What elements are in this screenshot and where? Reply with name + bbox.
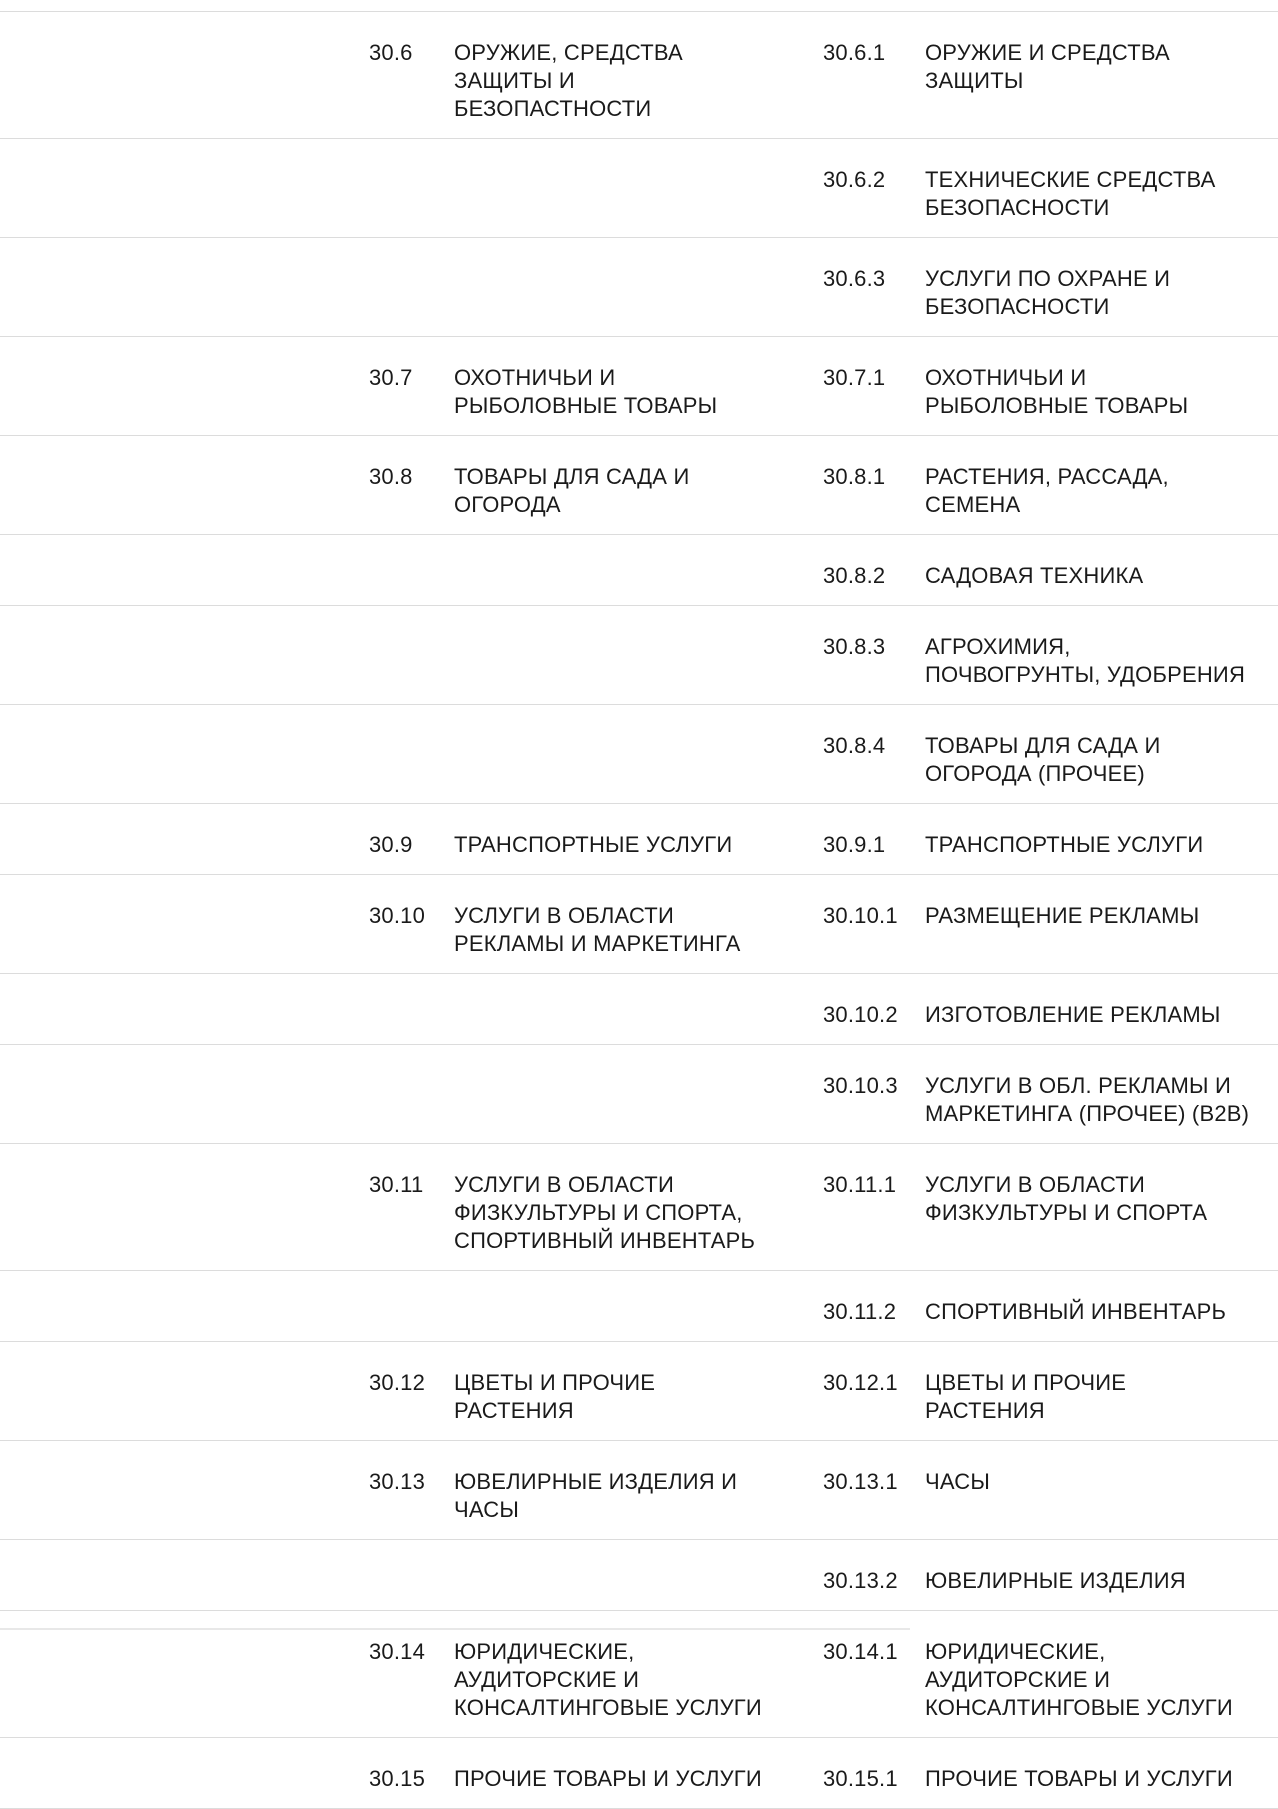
subcategory-name — [925, 1468, 990, 1496]
subcategory-name-line: АГРОХИМИЯ, — [925, 634, 1071, 659]
category-name-line: УСЛУГИ В ОБЛАСТИ — [454, 1172, 674, 1197]
subcategory-name — [925, 633, 1245, 689]
subcategory-name — [925, 364, 1188, 420]
subcategory-name-line: МАРКЕТИНГА (ПРОЧЕЕ) (B2B) — [925, 1101, 1250, 1126]
category-code: 30.14 — [369, 1639, 426, 1664]
category-code: 30.12 — [369, 1370, 426, 1395]
subcategory-name-line: ЦВЕТЫ И ПРОЧИЕ — [925, 1370, 1127, 1395]
table-row — [0, 238, 1278, 337]
category-name-line: ЗАЩИТЫ И — [454, 68, 575, 93]
table-row — [0, 535, 1278, 606]
subcategory-code: 30.13.2 — [823, 1568, 898, 1593]
subcategory-name-line: РАЗМЕЩЕНИЕ РЕКЛАМЫ — [925, 903, 1200, 928]
subcategory-code: 30.6.1 — [823, 40, 886, 65]
subcategory-name-line: ТРАНСПОРТНЫЕ УСЛУГИ — [925, 832, 1204, 857]
subcategory-name-line: ИЗГОТОВЛЕНИЕ РЕКЛАМЫ — [925, 1002, 1221, 1027]
subcategory-code: 30.8.4 — [823, 733, 886, 758]
subcategory-name — [925, 831, 1203, 859]
subcategory-name-line: ЮРИДИЧЕСКИЕ, — [925, 1639, 1106, 1664]
subcategory-name — [925, 39, 1170, 95]
category-name — [454, 1171, 755, 1255]
subcategory-name-line: ТОВАРЫ ДЛЯ САДА И — [925, 733, 1161, 758]
category-name-line: ОРУЖИЕ, СРЕДСТВА — [454, 40, 683, 65]
subcategory-name-line: ФИЗКУЛЬТУРЫ И СПОРТА — [925, 1200, 1208, 1225]
subcategory-name — [925, 1567, 1186, 1595]
subcategory-code: 30.11.1 — [823, 1172, 897, 1197]
category-name-line: ТОВАРЫ ДЛЯ САДА И — [454, 464, 690, 489]
category-name-line: КОНСАЛТИНГОВЫЕ УСЛУГИ — [454, 1695, 762, 1720]
subcategory-name — [925, 1001, 1221, 1029]
subcategory-name-line: РАСТЕНИЯ — [925, 1398, 1045, 1423]
subcategory-name-line: ПОЧВОГРУНТЫ, УДОБРЕНИЯ — [925, 662, 1246, 687]
subcategory-name-line: ЗАЩИТЫ — [925, 68, 1024, 93]
subcategory-code: 30.13.1 — [823, 1469, 898, 1494]
subcategory-name-line: САДОВАЯ ТЕХНИКА — [925, 563, 1144, 588]
category-name — [454, 1765, 762, 1793]
category-name — [454, 1369, 655, 1425]
category-name-line: УСЛУГИ В ОБЛАСТИ — [454, 903, 674, 928]
category-name — [454, 364, 717, 420]
category-name-line: ОХОТНИЧЬИ И — [454, 365, 616, 390]
subcategory-name — [925, 1171, 1207, 1227]
table-row — [0, 1611, 1278, 1738]
table-row — [0, 1540, 1278, 1611]
category-name — [454, 463, 690, 519]
category-code: 30.13 — [369, 1469, 426, 1494]
subcategory-code: 30.8.2 — [823, 563, 886, 588]
subcategory-code: 30.10.2 — [823, 1002, 898, 1027]
subcategory-name-line: УСЛУГИ В ОБЛ. РЕКЛАМЫ И — [925, 1073, 1231, 1098]
category-code: 30.11 — [369, 1172, 424, 1197]
category-code: 30.7 — [369, 365, 413, 390]
subcategory-name — [925, 732, 1161, 788]
category-name-line: ЦВЕТЫ И ПРОЧИЕ — [454, 1370, 656, 1395]
subcategory-name-line: КОНСАЛТИНГОВЫЕ УСЛУГИ — [925, 1695, 1233, 1720]
category-code: 30.9 — [369, 832, 413, 857]
subcategory-code: 30.8.3 — [823, 634, 886, 659]
subcategory-name — [925, 463, 1169, 519]
subcategory-name — [925, 1638, 1233, 1722]
subcategory-code: 30.10.3 — [823, 1073, 898, 1098]
category-name — [454, 831, 732, 859]
subcategory-name-line: СПОРТИВНЫЙ ИНВЕНТАРЬ — [925, 1299, 1227, 1324]
table-row — [0, 606, 1278, 705]
subcategory-code: 30.14.1 — [823, 1639, 898, 1664]
table-row — [0, 705, 1278, 804]
table-row — [0, 1144, 1278, 1271]
category-name — [454, 902, 741, 958]
table-row — [0, 875, 1278, 974]
category-name-line: ЧАСЫ — [454, 1497, 520, 1522]
subcategory-name — [925, 1298, 1226, 1326]
subcategory-code: 30.6.2 — [823, 167, 886, 192]
subcategory-code: 30.10.1 — [823, 903, 898, 928]
table-row — [0, 337, 1278, 436]
category-name-line: ТРАНСПОРТНЫЕ УСЛУГИ — [454, 832, 733, 857]
table-row — [0, 139, 1278, 238]
category-name-line: ОГОРОДА — [454, 492, 561, 517]
subcategory-name-line: ОХОТНИЧЬИ И — [925, 365, 1087, 390]
subcategory-name — [925, 1369, 1126, 1425]
category-code: 30.10 — [369, 903, 426, 928]
subcategory-name — [925, 562, 1143, 590]
category-name-line: АУДИТОРСКИЕ И — [454, 1667, 640, 1692]
subcategory-name-line: АУДИТОРСКИЕ И — [925, 1667, 1111, 1692]
category-code: 30.15 — [369, 1766, 426, 1791]
subcategory-name — [925, 1765, 1233, 1793]
category-name-line: БЕЗОПАСТНОСТИ — [454, 96, 652, 121]
table-row — [0, 974, 1278, 1045]
subcategory-name-line: ОРУЖИЕ И СРЕДСТВА — [925, 40, 1170, 65]
table-row — [0, 804, 1278, 875]
table-row — [0, 12, 1278, 139]
subcategory-name — [925, 1072, 1249, 1128]
category-name-line: РЕКЛАМЫ И МАРКЕТИНГА — [454, 931, 741, 956]
subcategory-code: 30.15.1 — [823, 1766, 898, 1791]
subcategory-code: 30.8.1 — [823, 464, 886, 489]
table-row — [0, 436, 1278, 535]
subcategory-name-line: БЕЗОПАСНОСТИ — [925, 195, 1110, 220]
table-row — [0, 1271, 1278, 1342]
subcategory-code: 30.7.1 — [823, 365, 886, 390]
subcategory-code: 30.11.2 — [823, 1299, 897, 1324]
table-row — [0, 1738, 1278, 1809]
table-top-border — [0, 0, 1278, 12]
category-name-line: ЮВЕЛИРНЫЕ ИЗДЕЛИЯ И — [454, 1469, 738, 1494]
subcategory-name-line: РЫБОЛОВНЫЕ ТОВАРЫ — [925, 393, 1189, 418]
subcategory-name-line: ТЕХНИЧЕСКИЕ СРЕДСТВА — [925, 167, 1216, 192]
subcategory-name — [925, 166, 1215, 222]
subcategory-name-line: ПРОЧИЕ ТОВАРЫ И УСЛУГИ — [925, 1766, 1233, 1791]
subcategory-code: 30.12.1 — [823, 1370, 898, 1395]
subcategory-name-line: СЕМЕНА — [925, 492, 1021, 517]
category-name — [454, 1468, 737, 1524]
subcategory-name-line: ЮВЕЛИРНЫЕ ИЗДЕЛИЯ — [925, 1568, 1186, 1593]
table-bottom-border — [0, 1628, 910, 1630]
table-row — [0, 1342, 1278, 1441]
subcategory-name-line: УСЛУГИ ПО ОХРАНЕ И — [925, 266, 1171, 291]
subcategory-name-line: УСЛУГИ В ОБЛАСТИ — [925, 1172, 1145, 1197]
subcategory-name-line: ЧАСЫ — [925, 1469, 991, 1494]
category-name-line: ЮРИДИЧЕСКИЕ, — [454, 1639, 635, 1664]
category-name — [454, 39, 683, 123]
category-name-line: ФИЗКУЛЬТУРЫ И СПОРТА, — [454, 1200, 743, 1225]
subcategory-name-line: РАСТЕНИЯ, РАССАДА, — [925, 464, 1169, 489]
category-name-line: ПРОЧИЕ ТОВАРЫ И УСЛУГИ — [454, 1766, 762, 1791]
table-row — [0, 1441, 1278, 1540]
category-name-line: РАСТЕНИЯ — [454, 1398, 574, 1423]
category-code: 30.6 — [369, 40, 413, 65]
category-code: 30.8 — [369, 464, 413, 489]
subcategory-name-line: БЕЗОПАСНОСТИ — [925, 294, 1110, 319]
subcategory-name — [925, 902, 1199, 930]
category-name — [454, 1638, 762, 1722]
category-name-line: СПОРТИВНЫЙ ИНВЕНТАРЬ — [454, 1228, 756, 1253]
subcategory-code: 30.6.3 — [823, 266, 886, 291]
subcategory-name — [925, 265, 1170, 321]
subcategory-code: 30.9.1 — [823, 832, 886, 857]
category-name-line: РЫБОЛОВНЫЕ ТОВАРЫ — [454, 393, 718, 418]
table-row — [0, 1045, 1278, 1144]
subcategory-name-line: ОГОРОДА (ПРОЧЕЕ) — [925, 761, 1145, 786]
